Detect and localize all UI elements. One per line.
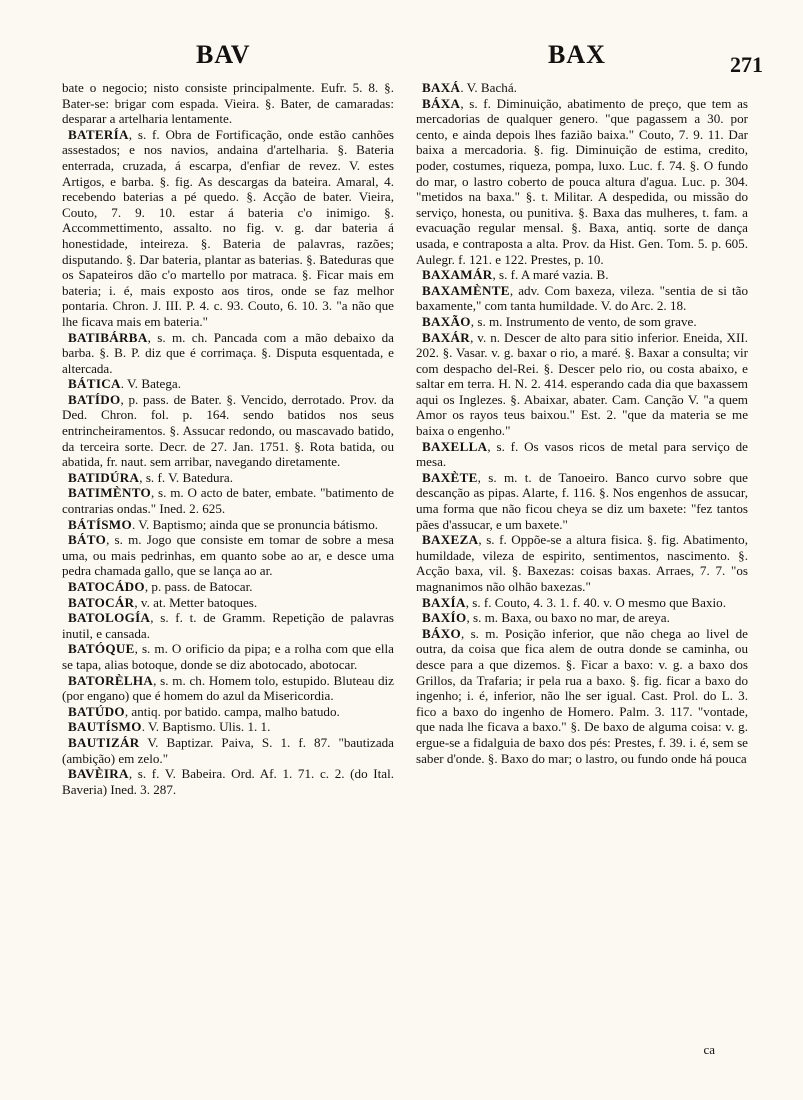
entry-definition: , s. f. t. de Gramm. Repetição de palavras inutil, e cansada.: [62, 610, 394, 641]
entry-definition: , p. pass. de Bater. §. Vencido, derrotado. Prov. da Ded. Chron. fol. p. 164. sendo batidos nos seus entrincheiramentos. §. Assucar redondo, ou mascavado batido, da terceira sorte. Decr. de 27. Jan. 1751. §. Rota batida, ou abatida, fr. naut. sem arribar, navegando diretamente.: [62, 391, 394, 470]
dictionary-entry: [416, 96, 748, 268]
entry-headword: BÁTÍSMO: [68, 516, 132, 532]
dictionary-entry: [62, 330, 394, 377]
entry-definition: , s. f. Diminuição, abatimento de preço, que tem as mercadorias de qualquer genero. "que pagassem a 30. por cento, e ainda depois lhes fazião baixa." Couto, 7. 9. 11. Dar baixa a mercadoria. §. fig. Diminuição de estima, credito, poder, costumes, riqueza, pompa, luxo. Luc. f. 74. §. O fundo do mar, o lastro coberto de pouca altura d'agua. Luc. p. 304. "metidos na baxa." §. t. Militar. A despedida, ou missão do serviço, honesta, ou punitiva. §. Baxa das mulheres, t. fam. a evacuação regular mensal. §. Baxa, antiq. sorte de dança usada, e contraposta a alta. Prov. da Hist. Gen. Tom. 5. p. 605. Aulegr. f. 121. e 122. Prestes, p. 10.: [416, 95, 748, 267]
dictionary-entry: [416, 314, 748, 330]
entry-headword: BATOLOGÍA: [68, 610, 151, 626]
entry-definition: , s. f. Os vasos ricos de metal para serviço de mesa.: [416, 438, 748, 470]
entry-headword: BAUTIZÁR: [68, 734, 140, 750]
entry-definition: . V. Baptismo; ainda que se pronuncia bátismo.: [131, 516, 379, 532]
entry-definition: , p. pass. de Batocar.: [144, 579, 253, 594]
entry-headword: BATÚDO: [68, 703, 125, 719]
entry-definition: , s. f. V. Babeira. Ord. Af. 1. 71. c. 2. (do Ital. Baveria) Ined. 3. 287.: [62, 766, 394, 797]
dictionary-entry: [62, 704, 394, 720]
entry-headword: BATOCÁR: [68, 594, 135, 610]
entry-definition: , s. m. Posição inferior, que não chega ao livel de outra, da coisa que fica alem de outra donde se caminha, ou desce para a que dizemos. §. Ficar a baxo: v. g. a baxo dos Grillos, da Trafaria; ir pela rua a baxo. §. fig. ficar a baxo do ingenho; i. é, inferior, não lhe ser igual. Cast. Prol. do L. 3. fico a baxo do ingenho de Homero. Palm. 3. 117. "vontade, que nada lhe ficava a baxo." §. De baxo de alguma coisa: v. g. ergue-se a fidalguia de baxo dos pés: Prestes, f. 39. i. é, sem se saber d'onde. §. Baxo do mar; o lastro, ou fundo onde há pouca: [416, 625, 748, 766]
dictionary-entry: [416, 610, 748, 626]
entry-definition: , s. f. Couto, 4. 3. 1. f. 40. v. O mesmo que Baxio.: [465, 594, 726, 610]
entry-headword: BAXÃO: [422, 313, 471, 329]
left-running-head: BAV: [196, 40, 251, 69]
dictionary-entry: [62, 766, 394, 797]
entry-headword: BATIDÚRA: [68, 469, 140, 485]
entry-headword: BAXAMÈNTE: [422, 282, 510, 298]
entry-definition: . V. Bachá.: [460, 80, 517, 95]
right-column: [416, 80, 748, 766]
entry-headword: BAXAMÁR: [422, 267, 493, 283]
entry-definition: , s. f. Obra de Fortificação, onde estão canhões assestados; e nos navios, andaina d'artelharia. §. Bateria enterrada, cruzada, á escarpa, d'enfiar de revez. V. estes Artigos, e barba. §. fig. As descargas da bateira. Amaral, 4. recebendo baterias a pé quedo. §. Acção de bater. Vieira, Couto, 7. 9. 10. estar á bateria c'o inimigo. §. Accommettimento, assalto. no fig. v. g. dar bateria á honestidade, inteireza. §. Bateria de palavras, razões; disputando. §. Dar bateria, plantar as baterias. §. Bateduras que os Sapateiros dão c'o martello por matraca. §. Ficar mais em bateria; i. é, mais exposto aos tiros, onde se faz melhor pontaria. Chron. J. III. P. 4. c. 93. Couto, 6. 10. 3. "a não que lhe ficava mais em bateria.": [62, 126, 394, 329]
left-column: [62, 80, 394, 797]
entry-headword: BÁXO: [422, 625, 462, 641]
entry-definition: , s. m. O acto de bater, embate. "batimento de contrarias ondas." Ined. 2. 625.: [62, 485, 394, 517]
entry-headword: BAXEZA: [422, 532, 479, 548]
dictionary-entry: [416, 595, 748, 611]
entry-headword: BAXÁR: [422, 329, 471, 345]
entry-definition: bate o negocio; nisto consiste principalmente. Eufr. 5. 8. §. Bater-se: brigar com espada. Vieira. §. Bater, de camaradas: desparar a artelharia lentamente.: [62, 80, 394, 127]
dictionary-entry: [62, 641, 394, 672]
entry-headword: BATÍDO: [68, 391, 121, 407]
entry-headword: BÁXA: [422, 95, 461, 111]
entry-headword: BATÓQUE: [68, 641, 135, 657]
entry-headword: BAXÍA: [422, 594, 466, 610]
entry-headword: BAXELLA: [422, 438, 488, 454]
dictionary-entry: [416, 283, 748, 314]
dictionary-entry: [416, 267, 748, 283]
page-number: 271: [730, 52, 763, 77]
dictionary-entry: [416, 470, 748, 532]
entry-definition: , s. f. A maré vazia. B.: [492, 267, 609, 283]
entry-definition: , v. n. Descer de alto para sitio inferior. Eneida, XII. 202. §. Vasar. v. g. baxar o rio, a maré. §. Baxar a consulta; vir com despacho del-Rei. §. Descer pelo rio, ou costa abaixo, e saltar em terra. H. N. 2. 414. esperando cada dia que baxassem aqui os Inglezes. §. Abaixar, abater. Cam. Canção V. "a quem Amor os rayos teus baixou." Est. 2. "que da materia se me baixa o engenho.": [416, 329, 748, 439]
entry-definition: . V. Batega.: [120, 376, 181, 392]
entry-headword: BATOCÁDO: [68, 579, 145, 594]
dictionary-entry: [62, 610, 394, 641]
entry-headword: BATIMÈNTO: [68, 485, 151, 501]
dictionary-entry: [62, 470, 394, 486]
entry-definition: V. Baptizar. Paiva, S. 1. f. 87. "bautizada (ambição) em zelo.": [62, 734, 394, 766]
entry-headword: BATORÈLHA: [68, 672, 154, 688]
entry-definition: , s. m. ch. Homem tolo, estupido. Bluteau diz (por engano) que é homem do azul da Misericordia.: [62, 672, 394, 704]
dictionary-entry: [62, 127, 394, 330]
entry-definition: , s. m. Baxa, ou baxo no mar, de areya.: [466, 610, 670, 626]
dictionary-entry: [416, 439, 748, 470]
entry-headword: BÁTO: [68, 532, 107, 548]
dictionary-entry: [62, 485, 394, 516]
entry-definition: , v. at. Metter batoques.: [134, 594, 258, 610]
entry-definition: , s. m. O orificio da pipa; e a rolha com que ella se tapa, alias botoque, donde se diz abotocado, abotocar.: [62, 641, 394, 672]
entry-definition: , s. f. V. Batedura.: [139, 469, 233, 485]
dictionary-entry: [62, 80, 394, 127]
dictionary-entry: [62, 735, 394, 766]
entry-definition: , antiq. por batido. campa, malho batudo.: [124, 703, 340, 719]
dictionary-entry: [62, 579, 394, 595]
entry-headword: BAXÈTE: [422, 469, 478, 485]
entry-headword: BAXÁ: [422, 80, 461, 95]
dictionary-entry: [62, 719, 394, 735]
entry-headword: BAVÈIRA: [68, 766, 129, 782]
catchword: ca: [703, 1042, 715, 1057]
entry-headword: BATIBÁRBA: [68, 329, 148, 345]
entry-definition: . V. Baptismo. Ulis. 1. 1.: [141, 719, 271, 735]
dictionary-entry: [62, 673, 394, 704]
entry-definition: , s. m. ch. Pancada com a mão debaixo da barba. §. B. P. diz que é corrimaça. §. Disputa esquentada, e altercada.: [62, 329, 394, 376]
dictionary-entry: [62, 376, 394, 392]
right-running-head: BAX: [548, 40, 606, 69]
dictionary-entry: [62, 595, 394, 611]
entry-definition: , adv. Com baxeza, vileza. "sentia de si tão baxamente," com tanta humildade. V. do Arc. 2. 18.: [416, 282, 748, 314]
entry-headword: BATERÍA: [68, 126, 129, 142]
entry-definition: , s. f. Oppõe-se a altura fisica. §. fig. Abatimento, humildade, vileza de espirito, sentimentos, nascimento. §. Acção baxa, vil. §. Baxezas: coisas baxas. Arraes, 7. 7. "os magnanimos não olhão baxezas.": [416, 532, 748, 594]
dictionary-entry: [62, 392, 394, 470]
dictionary-entry: [62, 517, 394, 533]
entry-definition: , s. m. t. de Tanoeiro. Banco curvo sobre que descanção as pipas. Alarte, f. 116. §. Nos engenhos de assucar, uma forma que não ficou cheya se diz um baxete: "fez tantos pães d'assucar, e um baxete.": [416, 469, 748, 532]
dictionary-entry: [416, 626, 748, 766]
dictionary-entry: [62, 532, 394, 579]
entry-headword: BAXÍO: [422, 610, 467, 626]
dictionary-entry: [416, 532, 748, 594]
entry-headword: BÁTICA: [68, 376, 121, 392]
entry-definition: , s. m. Jogo que consiste em tomar de sobre a mesa uma, ou mais pedrinhas, em quanto sobe ao ar, e desce uma pedra chamada gallo, que se lança ao ar.: [62, 532, 394, 579]
dictionary-entry: [416, 80, 748, 96]
entry-definition: , s. m. Instrumento de vento, de som grave.: [470, 313, 697, 329]
dictionary-entry: [416, 330, 748, 439]
entry-headword: BAUTÍSMO: [68, 719, 142, 735]
